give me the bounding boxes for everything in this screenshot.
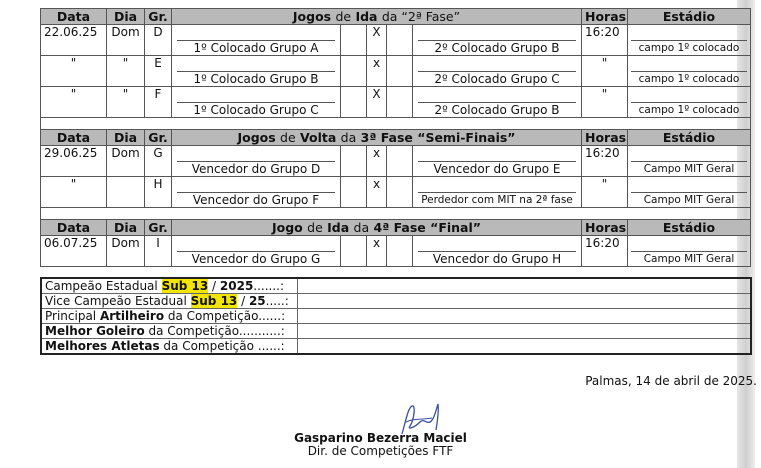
col-header-date: Data xyxy=(41,9,107,25)
stadium: campo 1º colocado xyxy=(631,40,747,55)
versus-mark: x xyxy=(367,177,387,208)
game-time: " xyxy=(582,56,628,87)
away-team: 2º Colocado Grupo C xyxy=(418,71,576,86)
game-group: G xyxy=(145,146,172,177)
game-time: 16:20 xyxy=(582,25,628,56)
away-score-cell xyxy=(387,236,413,267)
away-team: 2º Colocado Grupo B xyxy=(418,102,576,117)
away-team-cell xyxy=(413,87,582,118)
col-header-day: Dia xyxy=(107,9,145,25)
away-team-cell xyxy=(413,56,582,87)
col-header-day: Dia xyxy=(107,130,145,146)
award-value xyxy=(297,309,751,324)
stadium-cell xyxy=(628,25,751,56)
versus-mark: X xyxy=(367,87,387,118)
award-value xyxy=(297,278,751,294)
place-date: Palmas, 14 de abril de 2025. xyxy=(585,374,757,388)
table-row xyxy=(41,236,751,267)
away-team: Vencedor do Grupo H xyxy=(418,251,576,266)
award-row xyxy=(41,278,751,294)
home-score-cell xyxy=(341,177,367,208)
stadium-cell xyxy=(628,56,751,87)
away-team-cell xyxy=(413,177,582,208)
away-team: 2º Colocado Grupo B xyxy=(418,40,576,55)
stadium-cell xyxy=(628,177,751,208)
award-label: Melhor Goleiro da Competição...........: xyxy=(41,324,297,339)
award-row xyxy=(41,339,751,355)
col-header-time: Horas xyxy=(582,220,628,236)
award-row xyxy=(41,309,751,324)
award-label: Melhores Atletas da Competição ......: xyxy=(41,339,297,355)
home-team: 1º Colocado Grupo A xyxy=(177,40,335,55)
versus-mark: x xyxy=(367,56,387,87)
game-date: " xyxy=(41,177,107,208)
game-day: Dom xyxy=(107,25,145,56)
game-time: 16:20 xyxy=(582,236,628,267)
game-date: 29.06.25 xyxy=(41,146,107,177)
home-score-cell xyxy=(341,87,367,118)
versus-mark: x xyxy=(367,236,387,267)
award-label: Vice Campeão Estadual Sub 13 / 25.....: xyxy=(41,294,297,309)
spacer-row xyxy=(41,208,751,220)
phase3-header-row xyxy=(41,130,751,146)
game-day: " xyxy=(107,87,145,118)
stadium-cell xyxy=(628,87,751,118)
home-team-cell xyxy=(172,146,341,177)
table-row xyxy=(41,25,751,56)
home-score-cell xyxy=(341,146,367,177)
home-score-cell xyxy=(341,236,367,267)
col-header-stadium: Estádio xyxy=(628,9,751,25)
home-score-cell xyxy=(341,25,367,56)
stadium: Campo MIT Geral xyxy=(631,192,747,207)
col-header-group: Gr. xyxy=(145,220,172,236)
signer-name: Gasparino Bezerra Maciel xyxy=(294,431,467,445)
col-header-stadium: Estádio xyxy=(628,130,751,146)
game-time: 16:20 xyxy=(582,146,628,177)
home-score-cell xyxy=(341,56,367,87)
home-team-cell xyxy=(172,25,341,56)
game-day xyxy=(107,177,145,208)
away-score-cell xyxy=(387,146,413,177)
game-date: " xyxy=(41,56,107,87)
award-row xyxy=(41,324,751,339)
stadium: campo 1º colocado xyxy=(631,71,747,86)
game-day: Dom xyxy=(107,236,145,267)
award-value xyxy=(297,294,751,309)
award-row xyxy=(41,294,751,309)
game-group: F xyxy=(145,87,172,118)
signature-block xyxy=(0,432,761,458)
phase4-header-row xyxy=(41,220,751,236)
away-score-cell xyxy=(387,56,413,87)
game-group: H xyxy=(145,177,172,208)
home-team-cell xyxy=(172,177,341,208)
away-score-cell xyxy=(387,177,413,208)
away-team-cell xyxy=(413,25,582,56)
away-team: Vencedor do Grupo E xyxy=(418,161,576,176)
game-group: D xyxy=(145,25,172,56)
stadium-cell xyxy=(628,146,751,177)
spacer-row xyxy=(41,118,751,130)
col-header-time: Horas xyxy=(582,130,628,146)
game-day: " xyxy=(107,56,145,87)
away-score-cell xyxy=(387,87,413,118)
col-header-time: Horas xyxy=(582,9,628,25)
col-header-date: Data xyxy=(41,220,107,236)
away-team-cell xyxy=(413,146,582,177)
game-group: E xyxy=(145,56,172,87)
phase4-title: Jogo de Ida da 4ª Fase “Final” xyxy=(172,220,582,236)
col-header-stadium: Estádio xyxy=(628,220,751,236)
home-team: Vencedor do Grupo F xyxy=(177,192,335,207)
phase2-title: Jogos de Ida da “2ª Fase” xyxy=(172,9,582,25)
signer-role: Dir. de Competições FTF xyxy=(307,444,454,458)
awards-table xyxy=(40,277,752,355)
home-team: Vencedor do Grupo G xyxy=(177,251,335,266)
col-header-group: Gr. xyxy=(145,9,172,25)
award-label: Principal Artilheiro da Competição......: xyxy=(41,309,297,324)
table-row xyxy=(41,177,751,208)
game-date: 06.07.25 xyxy=(41,236,107,267)
game-time: " xyxy=(582,87,628,118)
stadium: campo 1º colocado xyxy=(631,102,747,117)
phase2-header-row xyxy=(41,9,751,25)
game-time: " xyxy=(582,177,628,208)
game-day: Dom xyxy=(107,146,145,177)
col-header-day: Dia xyxy=(107,220,145,236)
away-team-cell xyxy=(413,236,582,267)
stadium: Campo MIT Geral xyxy=(631,251,747,266)
schedule-sheet xyxy=(40,8,750,355)
home-team-cell xyxy=(172,236,341,267)
award-value xyxy=(297,324,751,339)
stadium-cell xyxy=(628,236,751,267)
col-header-group: Gr. xyxy=(145,130,172,146)
home-team: 1º Colocado Grupo C xyxy=(177,102,335,117)
home-team: 1º Colocado Grupo B xyxy=(177,71,335,86)
versus-mark: x xyxy=(367,146,387,177)
home-team-cell xyxy=(172,56,341,87)
table-row xyxy=(41,146,751,177)
home-team-cell xyxy=(172,87,341,118)
away-score-cell xyxy=(387,25,413,56)
stadium: Campo MIT Geral xyxy=(631,161,747,176)
versus-mark: X xyxy=(367,25,387,56)
game-date: " xyxy=(41,87,107,118)
table-row xyxy=(41,56,751,87)
away-team: Perdedor com MIT na 2ª fase xyxy=(418,192,576,207)
game-group: I xyxy=(145,236,172,267)
award-value xyxy=(297,339,751,355)
table-row xyxy=(41,87,751,118)
schedule-table xyxy=(40,8,751,267)
col-header-date: Data xyxy=(41,130,107,146)
award-label: Campeão Estadual Sub 13 / 2025.......: xyxy=(41,278,297,294)
phase3-title: Jogos de Volta da 3ª Fase “Semi-Finais” xyxy=(172,130,582,146)
game-date: 22.06.25 xyxy=(41,25,107,56)
home-team: Vencedor do Grupo D xyxy=(177,161,335,176)
